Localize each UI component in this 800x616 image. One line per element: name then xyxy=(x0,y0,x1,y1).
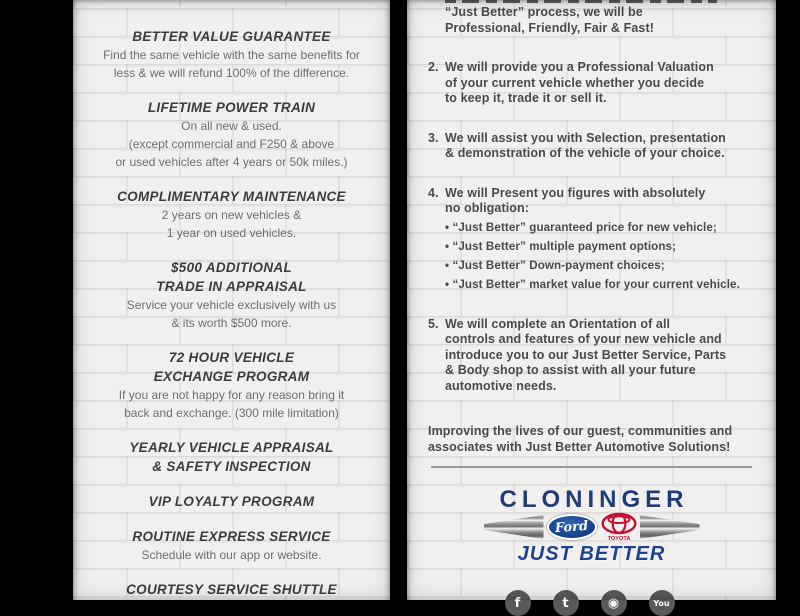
mission-statement xyxy=(428,424,763,455)
section-routine-express xyxy=(73,527,390,564)
section-trade-in-appraisal xyxy=(73,258,390,332)
item-line: automotive needs. xyxy=(445,378,557,393)
divider-line xyxy=(431,466,752,468)
item-line: controls and features of your new vehicle and xyxy=(445,332,722,346)
facebook-icon xyxy=(505,590,531,616)
mission-line: Improving the lives of our guest, communities and xyxy=(428,424,733,438)
youtube-icon xyxy=(649,590,675,616)
item-bullet: • “Just Better” guaranteed price for new vehicle; xyxy=(445,220,717,234)
promise-item-3 xyxy=(428,131,763,162)
item-line: We will provide you a Professional Valuation xyxy=(445,60,714,74)
logo-wings xyxy=(484,513,700,541)
item-bullet: • “Just Better” Down-payment choices; xyxy=(445,258,665,272)
ford-logo-icon xyxy=(547,514,597,540)
section-heading: EXCHANGE PROGRAM xyxy=(153,369,310,384)
section-complimentary-maintenance xyxy=(73,187,390,242)
section-body-line: 2 years on new vehicles & xyxy=(161,208,302,222)
item-line: introduce you to our Just Better Service, Parts xyxy=(445,347,727,362)
item-line: & Body shop to assist with all your future xyxy=(445,363,696,377)
dealer-name: CLONINGER xyxy=(499,486,689,513)
item-line: & demonstration of the vehicle of your choice. xyxy=(445,146,725,160)
item-line: We will assist you with Selection, presentation xyxy=(445,130,726,145)
section-body-line: Schedule with our app or website. xyxy=(141,548,322,562)
section-body-line: If you are not happy for any reason bring it xyxy=(118,388,345,402)
section-heading: COURTESY SERVICE SHUTTLE xyxy=(126,582,337,597)
promises-list xyxy=(428,0,763,455)
section-courtesy-shuttle xyxy=(73,580,390,599)
section-better-value xyxy=(73,27,390,82)
section-body-line: less & we will refund 100% of the difference. xyxy=(113,66,350,80)
promise-item-2 xyxy=(428,60,763,107)
mission-line: associates with Just Better Automotive Solutions! xyxy=(428,439,731,454)
promise-item-4 xyxy=(428,186,763,293)
section-heading: COMPLIMENTARY MAINTENANCE xyxy=(117,189,346,204)
item-number: 4. xyxy=(428,185,439,200)
section-body-line: Find the same vehicle with the same benefits for xyxy=(103,48,360,62)
item-number: 2. xyxy=(428,60,439,74)
section-vip-loyalty xyxy=(73,492,390,511)
promises-page xyxy=(407,0,776,611)
promise-item-5 xyxy=(428,317,763,395)
section-lifetime-powertrain xyxy=(73,98,390,171)
social-icons-row xyxy=(403,590,776,616)
chrome-wing-right xyxy=(640,515,700,539)
item-bullet: • “Just Better” multiple payment options; xyxy=(445,239,677,253)
toyota-logo-label: TOYOTA xyxy=(607,536,630,542)
section-heading: YEARLY VEHICLE APPRAISAL xyxy=(129,440,334,455)
guarantees-page xyxy=(73,0,390,600)
clipped-text-line xyxy=(445,0,717,3)
instagram-glyph: ◉ xyxy=(607,595,620,611)
guarantees-list xyxy=(73,0,390,615)
item-line: Professional, Friendly, Fair & Fast! xyxy=(445,20,654,35)
ford-logo-label: Ford xyxy=(554,518,589,536)
item-number: 5. xyxy=(428,316,439,331)
promise-item-1 xyxy=(428,0,763,36)
facebook-glyph: f xyxy=(514,595,521,611)
chrome-wing-left xyxy=(484,515,544,539)
section-heading: ROUTINE EXPRESS SERVICE xyxy=(132,529,331,544)
section-heading: $500 ADDITIONAL xyxy=(170,260,293,275)
instagram-icon xyxy=(601,590,627,616)
section-heading: BETTER VALUE GUARANTEE xyxy=(132,29,331,44)
item-line: no obligation: xyxy=(445,201,530,215)
twitter-glyph: t xyxy=(562,595,569,611)
section-body-line: & its worth $500 more. xyxy=(171,316,292,330)
item-line: of your current vehicle whether you decide xyxy=(445,75,705,90)
section-body-line: or used vehicles after 4 years or 50k miles.) xyxy=(115,155,348,169)
toyota-logo-icon xyxy=(601,513,637,541)
section-body-line: Service your vehicle exclusively with us xyxy=(126,298,337,312)
item-bullet: • “Just Better” market value for your current vehicle. xyxy=(445,277,740,291)
section-heading: VIP LOYALTY PROGRAM xyxy=(148,494,315,509)
section-body-line: On all new & used. xyxy=(181,119,282,133)
item-line: “Just Better” process, we will be xyxy=(445,5,643,19)
twitter-icon xyxy=(553,590,579,616)
section-heading: & SAFETY INSPECTION xyxy=(152,459,311,474)
youtube-glyph: You xyxy=(653,598,670,608)
section-body-line: (except commercial and F250 & above xyxy=(128,137,335,151)
section-vehicle-exchange xyxy=(73,348,390,422)
section-body-line: 1 year on used vehicles. xyxy=(166,226,297,240)
item-line: to keep it, trade it or sell it. xyxy=(445,91,607,105)
section-heading: LIFETIME POWER TRAIN xyxy=(147,100,316,115)
dealer-logo xyxy=(407,488,776,564)
section-heading: TRADE IN APPRAISAL xyxy=(156,279,307,294)
section-yearly-appraisal xyxy=(73,438,390,476)
item-number: 3. xyxy=(428,130,439,145)
item-line: We will complete an Orientation of all xyxy=(445,316,671,331)
dealer-tagline: JUST BETTER xyxy=(517,543,666,565)
section-heading: 72 HOUR VEHICLE xyxy=(168,350,295,365)
item-line: We will Present you figures with absolutely xyxy=(445,185,706,200)
section-body-line: back and exchange. (300 mile limitation) xyxy=(124,406,339,420)
